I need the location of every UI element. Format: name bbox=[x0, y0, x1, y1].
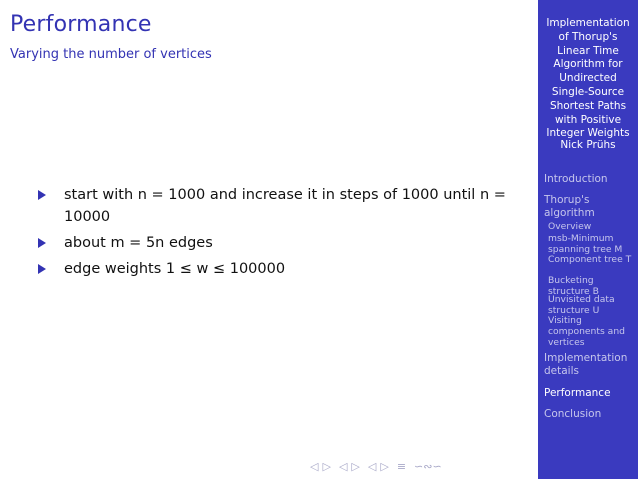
sidebar-subitem-visiting[interactable]: Visiting components and vertices bbox=[548, 315, 625, 348]
sidebar-subitem-overview[interactable]: Overview bbox=[548, 221, 592, 232]
sidebar-subitem-bucketing[interactable]: Bucketing structure B bbox=[548, 275, 599, 297]
nav-next-subsection-icon[interactable]: ▷ bbox=[351, 459, 360, 473]
bullet-text: start with n = 1000 and increase it in steps of 1000 until n = 10000 bbox=[64, 187, 506, 225]
sidebar-item-thorups-algorithm[interactable]: Thorup's algorithm bbox=[544, 194, 595, 219]
navigation-bar bbox=[310, 459, 442, 473]
nav-first-icon[interactable]: ◁ bbox=[310, 459, 319, 473]
sidebar-subitem-msb-tree[interactable]: msb-Minimum spanning tree M bbox=[548, 233, 623, 255]
nav-prev-section-icon[interactable]: ◁ bbox=[367, 459, 377, 473]
bullet-item bbox=[38, 258, 528, 280]
sidebar-item-implementation[interactable]: Implementation details bbox=[544, 352, 628, 377]
bullet-triangle-icon bbox=[38, 190, 46, 200]
bullet-list bbox=[38, 184, 528, 284]
sidebar-title: Implementation of Thorup's Linear Time Algorithm for Undirected Single-Source Shortest Paths with Positive Integer Weights bbox=[546, 17, 630, 140]
bullet-item bbox=[38, 232, 528, 254]
nav-equiv-icon[interactable]: ≡ bbox=[396, 459, 407, 473]
nav-next-section-icon[interactable]: ▷ bbox=[380, 459, 389, 473]
sidebar bbox=[538, 0, 638, 479]
bullet-item bbox=[38, 184, 528, 228]
bullet-triangle-icon bbox=[38, 238, 46, 248]
sidebar-subitem-component-tree[interactable]: Component tree T bbox=[548, 254, 632, 265]
sidebar-item-conclusion[interactable]: Conclusion bbox=[544, 408, 602, 420]
sidebar-subitem-unvisited[interactable]: Unvisited data structure U bbox=[548, 294, 615, 316]
frame-subtitle: Varying the number of vertices bbox=[10, 47, 212, 62]
nav-search-icon[interactable]: ∽∾∽ bbox=[414, 459, 442, 473]
nav-frame-icon[interactable]: ▷ bbox=[322, 459, 331, 473]
bullet-triangle-icon bbox=[38, 264, 46, 274]
nav-prev-subsection-icon[interactable]: ◁ bbox=[338, 459, 348, 473]
sidebar-item-introduction[interactable]: Introduction bbox=[544, 173, 608, 185]
bullet-text: about m = 5n edges bbox=[64, 235, 213, 251]
sidebar-author: Nick Prühs bbox=[560, 139, 616, 151]
sidebar-item-performance[interactable]: Performance bbox=[544, 387, 611, 399]
bullet-text: edge weights 1 ≤ w ≤ 100000 bbox=[64, 261, 286, 277]
frame-title: Performance bbox=[10, 12, 152, 37]
